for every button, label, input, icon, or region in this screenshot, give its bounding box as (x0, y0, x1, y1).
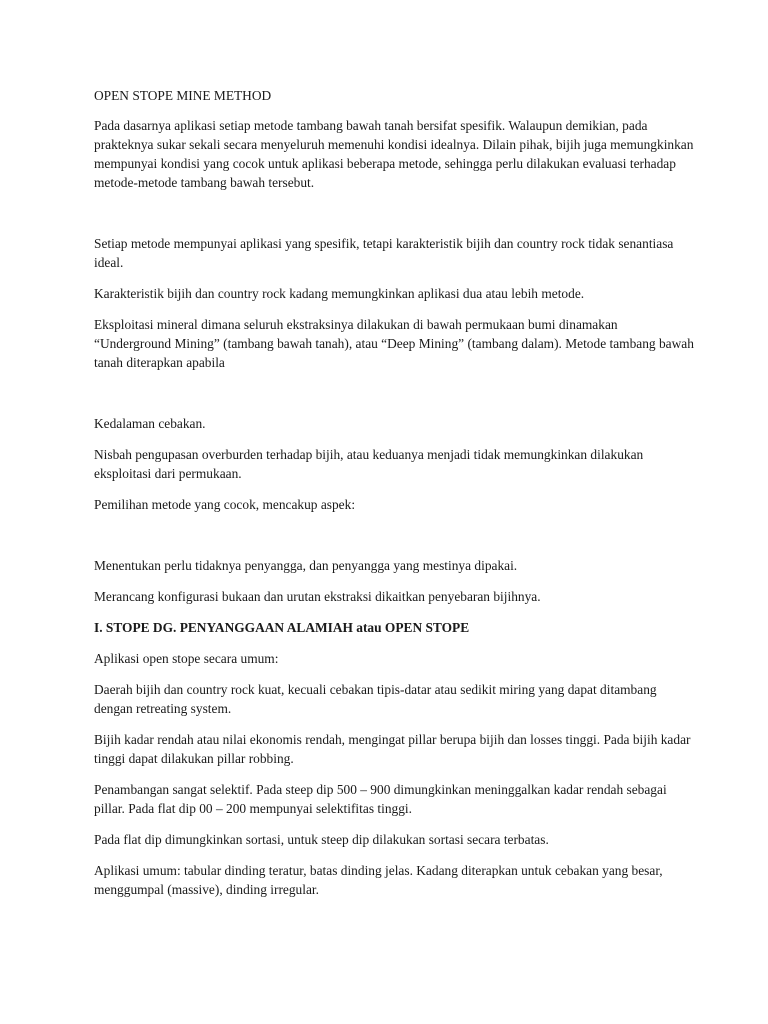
document-body (94, 86, 694, 911)
paragraph-intro: Pada dasarnya aplikasi setiap metode tambang bawah tanah bersifat spesifik. Walaupun demikian, pada prakteknya sukar sekali secara menyeluruh memenuhi kondisi idealnya. Dilain pihak, bijih juga memungkinkan mempunyai kondisi yang cocok untuk aplikasi beberapa metode, sehingga perlu dilakukan evaluasi terhadap metode-metode tambang bawah tersebut. (94, 118, 694, 190)
paragraph-characteristics: Karakteristik bijih dan country rock kadang memungkinkan aplikasi dua atau lebih metode. (94, 286, 585, 301)
paragraph-depth: Kedalaman cebakan. (94, 416, 206, 431)
paragraph-support: Menentukan perlu tidaknya penyangga, dan penyangga yang mestinya dipakai. (94, 558, 518, 573)
paragraph-general-application: Aplikasi umum: tabular dinding teratur, batas dinding jelas. Kadang diterapkan untuk cebakan yang besar, menggumpal (massive), dinding irregular. (94, 863, 663, 897)
paragraph-selective-mining: Penambangan sangat selektif. Pada steep dip 500 – 900 dimungkinkan meninggalkan kadar rendah sebagai pillar. Pada flat dip 00 – 200 mempunyai selektifitas tinggi. (94, 782, 667, 816)
paragraph-sorting: Pada flat dip dimungkinkan sortasi, untuk steep dip dilakukan sortasi secara terbatas. (94, 832, 549, 847)
paragraph-stripping-ratio: Nisbah pengupasan overburden terhadap bijih, atau keduanya menjadi tidak memungkinkan dilakukan eksploitasi dari permukaan. (94, 447, 644, 481)
paragraph-underground-mining: Eksploitasi mineral dimana seluruh ekstraksinya dilakukan di bawah permukaan bumi dinamakan “Underground Mining” (tambang bawah tanah), atau “Deep Mining” (tambang dalam). Metode tambang bawah tanah diterapkan apabila (94, 317, 694, 370)
section-heading: I. STOPE DG. PENYANGGAAN ALAMIAH atau OPEN STOPE (94, 620, 470, 635)
document-title: OPEN STOPE MINE METHOD (94, 88, 272, 103)
paragraph-ore-zone: Daerah bijih dan country rock kuat, kecuali cebakan tipis-datar atau sedikit miring yang dapat ditambang dengan retreating system. (94, 682, 657, 716)
paragraph-method-selection: Pemilihan metode yang cocok, mencakup aspek: (94, 497, 356, 512)
paragraph-open-stope-application: Aplikasi open stope secara umum: (94, 651, 279, 666)
paragraph-configuration: Merancang konfigurasi bukaan dan urutan ekstraksi dikaitkan penyebaran bijihnya. (94, 589, 541, 604)
paragraph-low-grade: Bijih kadar rendah atau nilai ekonomis rendah, mengingat pillar berupa bijih dan losses tinggi. Pada bijih kadar tinggi dapat dilakukan pillar robbing. (94, 732, 691, 766)
paragraph-method-application: Setiap metode mempunyai aplikasi yang spesifik, tetapi karakteristik bijih dan country rock tidak senantiasa ideal. (94, 236, 674, 270)
